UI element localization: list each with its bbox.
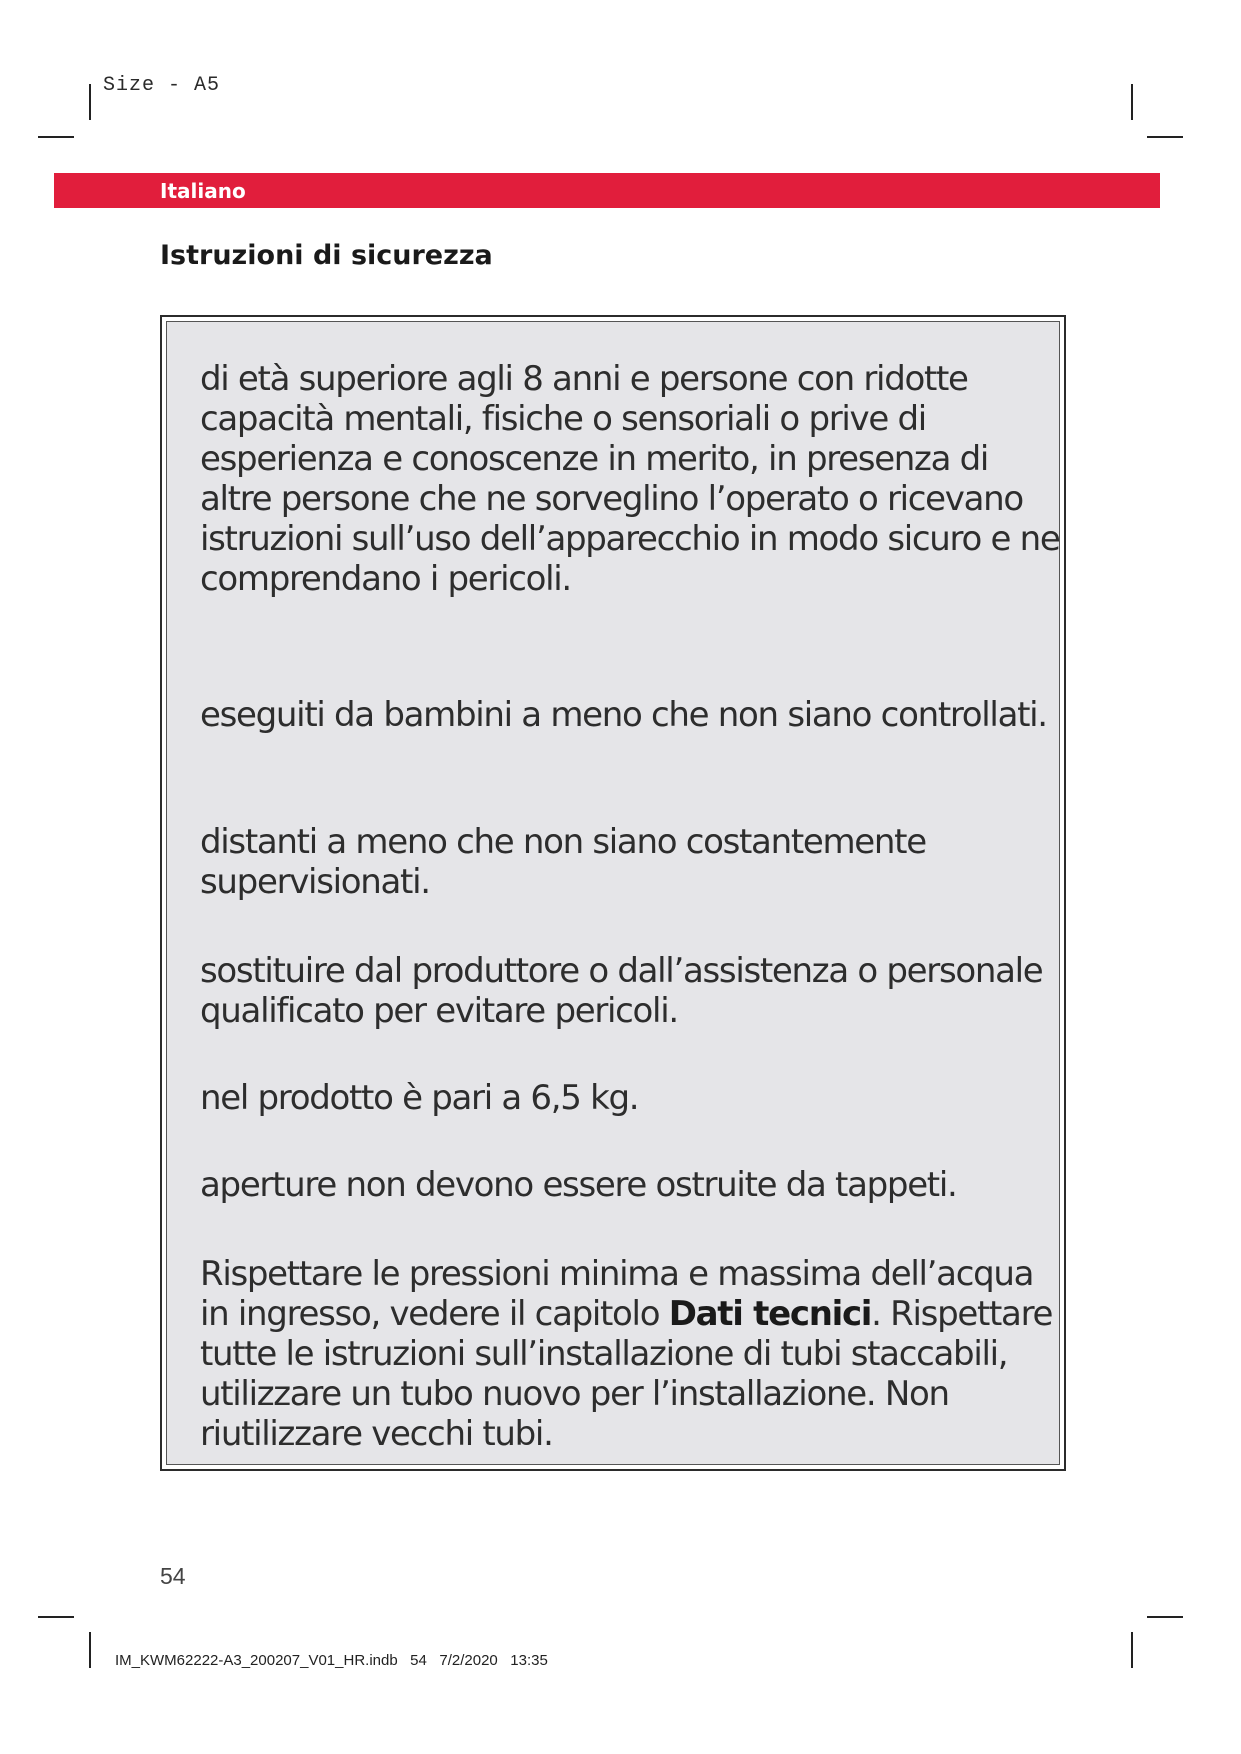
size-label: Size - A5 [103, 74, 221, 97]
crop-mark [1147, 136, 1183, 138]
safety-paragraph-water-pressure [200, 1254, 1060, 1454]
crop-mark [1131, 84, 1133, 120]
print-file-info: IM_KWM62222-A3_200207_V01_HR.indb 54 7/2/2020 13:35 [115, 1652, 548, 1669]
section-title: Istruzioni di sicurezza [160, 240, 493, 271]
crop-mark [89, 84, 91, 120]
technical-data-reference: Dati tecnici [668, 1294, 872, 1334]
paragraph-text: . Rispettare tutte le istruzioni sull’installazione di tubi staccabili, utilizzare un tubo nuovo per l’installazione. Non riutilizzare vecchi tubi. [200, 1294, 1053, 1454]
safety-paragraph: distanti a meno che non siano costantemente supervisionati. [200, 822, 926, 902]
safety-paragraph: aperture non devono essere ostruite da tappeti. [200, 1165, 957, 1205]
crop-mark [38, 1616, 74, 1618]
safety-paragraph: di età superiore agli 8 anni e persone con ridotte capacità mentali, fisiche o sensoriali o prive di esperienza e conoscenze in merito, in presenza di altre persone che ne sorveglino l’operato o ricevano istruzioni sull’uso dell’apparecchio in modo sicuro e ne comprendano i pericoli. [200, 359, 1060, 599]
safety-paragraph: nel prodotto è pari a 6,5 kg. [200, 1078, 639, 1118]
safety-paragraph: sostituire dal produttore o dall’assistenza o personale qualificato per evitare pericoli. [200, 951, 1043, 1031]
crop-mark [1147, 1616, 1183, 1618]
crop-mark [89, 1632, 91, 1668]
language-label: Italiano [160, 179, 246, 203]
safety-paragraph: eseguiti da bambini a meno che non siano controllati. [200, 695, 1047, 735]
crop-mark [38, 136, 74, 138]
paragraph-text: Rispettare le pressioni minima e massima dell’acqua in ingresso, vedere il capitolo [200, 1254, 1034, 1334]
page-number: 54 [160, 1563, 186, 1589]
crop-mark [1131, 1632, 1133, 1668]
